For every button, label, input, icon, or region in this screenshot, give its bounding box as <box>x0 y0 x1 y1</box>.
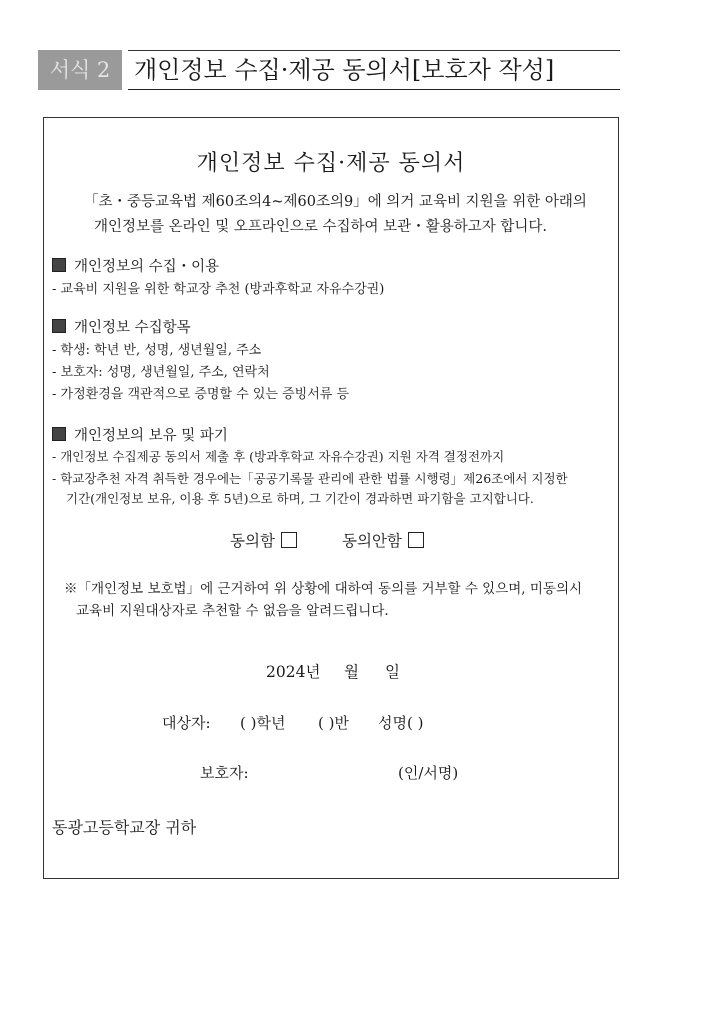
target-label: 대상자: <box>162 714 211 732</box>
section-heading: 개인정보의 보유 및 파기 <box>74 428 228 444</box>
addressee: 동광고등학교장 귀하 <box>52 818 197 837</box>
notice-line-2: 교육비 지원대상자로 추천할 수 없음을 알려드립니다. <box>76 603 389 619</box>
list-item: - 가정환경을 객관적으로 증명할 수 있는 증빙서류 등 <box>52 387 350 402</box>
header-title: 개인정보 수집·제공 동의서[보호자 작성] <box>134 56 555 84</box>
list-item: - 개인정보 수집제공 동의서 제출 후 (방과후학교 자유수강권) 지원 자격 결정전까지 <box>52 449 505 464</box>
form-number-badge: 서식 2 <box>38 50 122 90</box>
form-header <box>38 50 620 90</box>
disagree-option[interactable] <box>342 529 424 551</box>
guardian-signature-field[interactable]: (인/서명) <box>398 764 459 782</box>
list-item: 기간(개인정보 보유, 이용 후 5년)으로 하며, 그 기간이 경과하면 파기함을 고지합니다. <box>66 491 534 506</box>
notice-line-1: ※「개인정보 보호법」에 근거하여 위 상황에 대하여 동의를 거부할 수 있으며, 미동의시 <box>64 581 583 597</box>
target-grade-field[interactable]: ( )학년 <box>240 714 286 732</box>
target-class-field[interactable]: ( )반 <box>318 714 349 732</box>
target-name-field[interactable]: 성명( ) <box>378 714 424 732</box>
intro-line-2: 개인정보를 온라인 및 오프라인으로 수집하여 보관・활용하고자 합니다. <box>94 219 547 235</box>
square-bullet-icon <box>52 319 66 333</box>
square-bullet-icon <box>52 258 66 272</box>
date-day[interactable]: 일 <box>385 663 400 681</box>
list-item: - 학생: 학년 반, 성명, 생년월일, 주소 <box>52 343 262 358</box>
section-heading: 개인정보의 수집・이용 <box>74 259 220 275</box>
consent-form-box <box>43 117 619 879</box>
list-item: - 교육비 지원을 위한 학교장 추천 (방과후학교 자유수강권) <box>52 282 385 297</box>
section-collection-use <box>52 255 219 276</box>
disagree-label: 동의안함 <box>342 532 402 550</box>
section-retention-disposal <box>52 424 228 445</box>
disagree-checkbox[interactable] <box>408 532 424 548</box>
form-title: 개인정보 수집·제공 동의서 <box>196 151 466 176</box>
agree-option[interactable] <box>230 529 297 551</box>
agree-checkbox[interactable] <box>281 532 297 548</box>
section-collected-items <box>52 316 191 337</box>
list-item: - 학교장추천 자격 취득한 경우에는「공공기록물 관리에 관한 법률 시행령」제26조에서 지정한 <box>52 471 568 486</box>
date-year[interactable]: 2024년 <box>266 663 321 681</box>
guardian-label: 보호자: <box>200 764 249 782</box>
section-heading: 개인정보 수집항목 <box>74 320 191 336</box>
intro-line-1: 「초・중등교육법 제60조의4~제60조의9」에 의거 교육비 지원을 위한 아래의 <box>84 194 587 210</box>
header-rule-bottom <box>128 89 620 90</box>
date-month[interactable]: 월 <box>344 663 359 681</box>
list-item: - 보호자: 성명, 생년월일, 주소, 연락처 <box>52 365 270 380</box>
square-bullet-icon <box>52 427 66 441</box>
header-rule-top <box>128 50 620 51</box>
agree-label: 동의함 <box>230 532 275 550</box>
